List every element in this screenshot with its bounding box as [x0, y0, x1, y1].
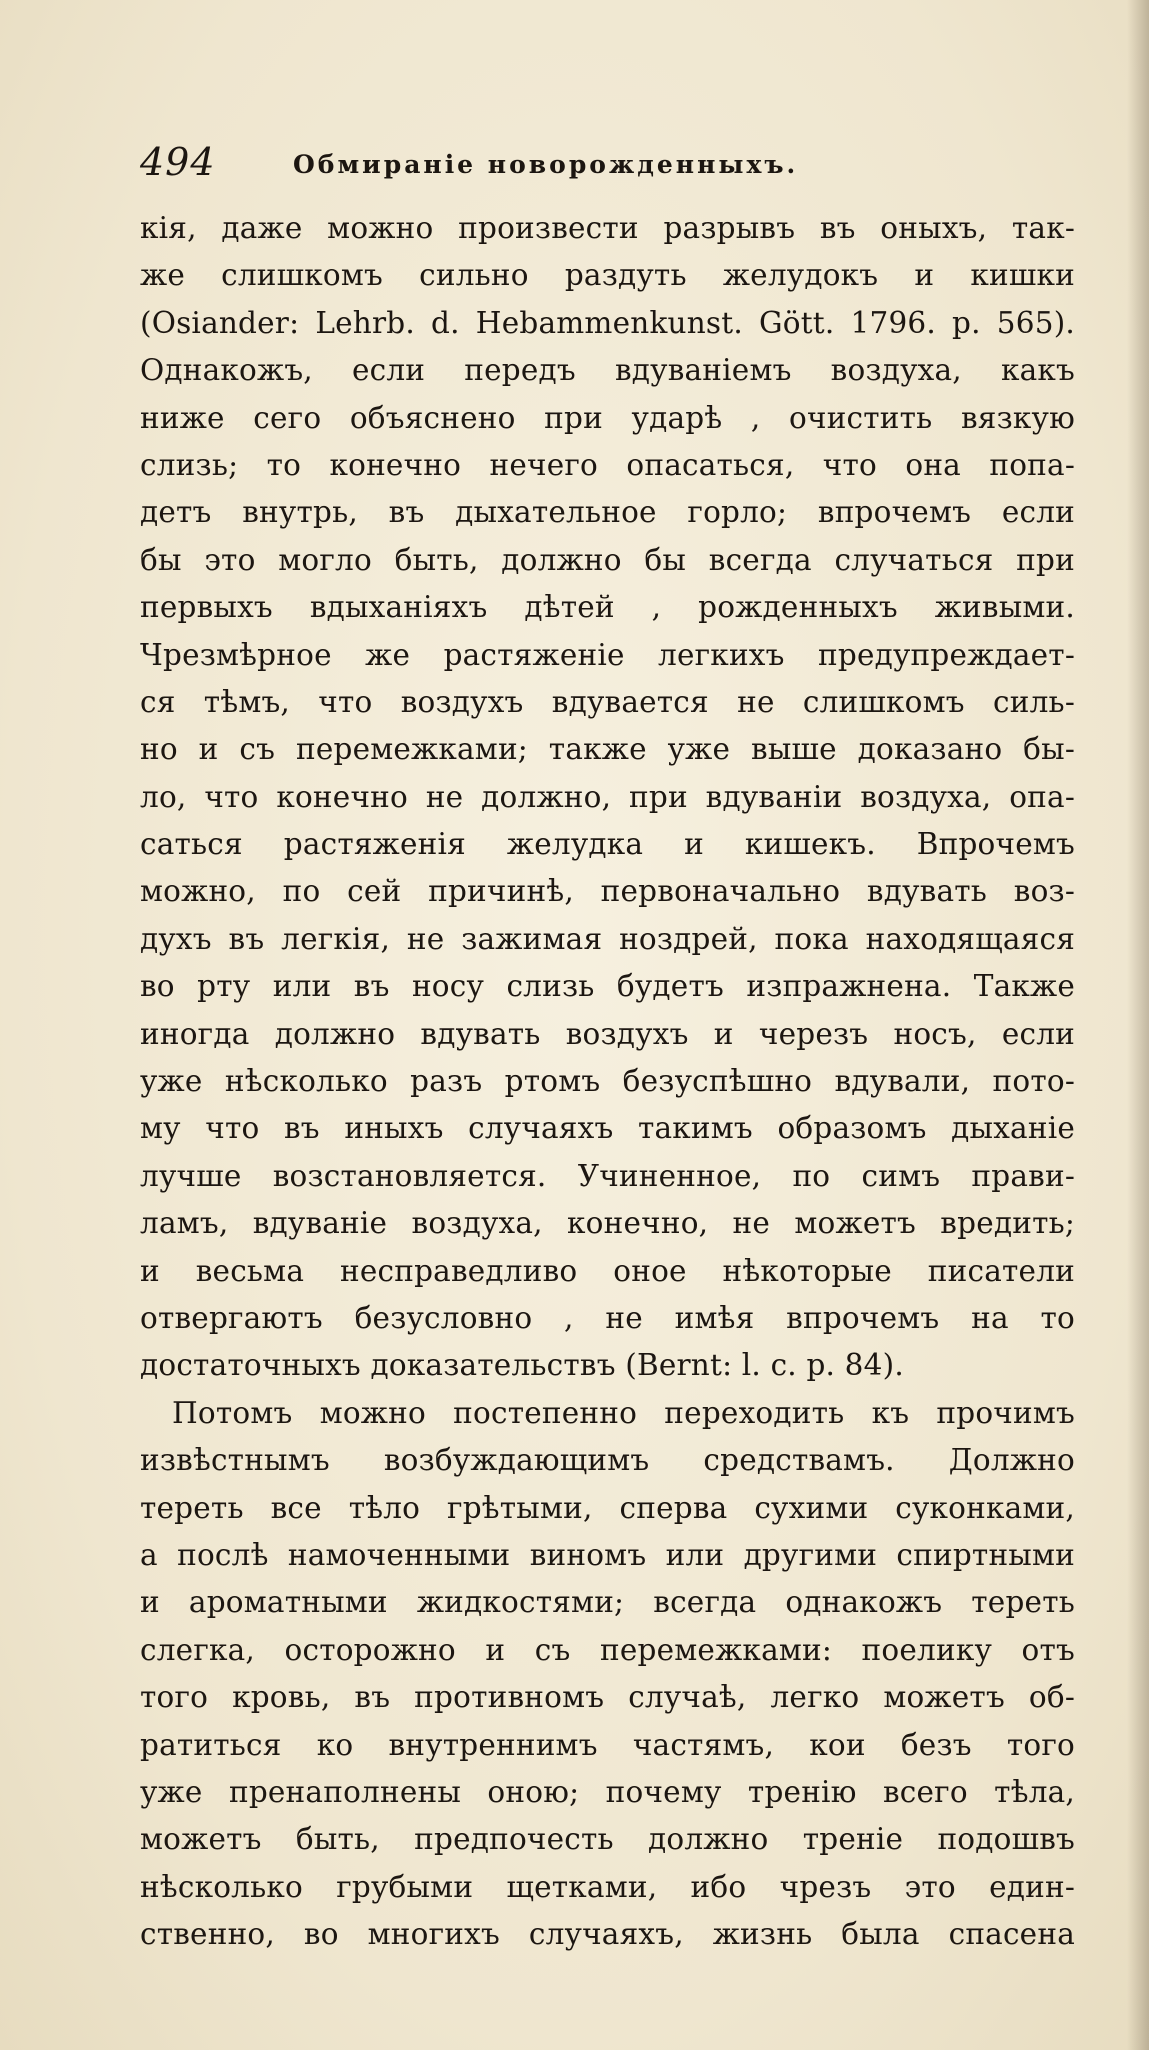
text-line: а послѣ намоченными виномъ или другими спиртными: [140, 1537, 1075, 1572]
page-edge-shadow: [1127, 0, 1149, 2050]
text-line: отвергаютъ безусловно , не имѣя впрочемъ на то: [140, 1300, 1075, 1335]
text-line: можетъ быть, предпочесть должно треніе подошвъ: [140, 1822, 1075, 1857]
text-line: (Osiander: Lehrb. d. Hebammenkunst. Gött. 1796. p. 565).: [140, 305, 1075, 340]
text-line: детъ внутрь, въ дыхательное горло; впрочемъ если: [140, 495, 1075, 530]
page-header: [140, 140, 920, 200]
body-text: [140, 205, 1075, 1958]
text-line: ламъ, вдуваніе воздуха, конечно, не можетъ вредить;: [140, 1206, 1075, 1241]
text-line: лучше возстановляется. Учиненное, по симъ прави-: [140, 1158, 1075, 1193]
text-line: и ароматными жидкостями; всегда однакожъ тереть: [140, 1585, 1075, 1620]
text-line-paragraph-start: Потомъ можно постепенно переходить къ прочимъ: [172, 1395, 1075, 1430]
text-line: во рту или въ носу слизь будетъ изпражнена. Также: [140, 969, 1075, 1004]
text-line: тереть все тѣло грѣтыми, сперва сухими суконками,: [140, 1490, 1075, 1525]
text-line: кія, даже можно произвести разрывъ въ оныхъ, так-: [140, 211, 1075, 245]
text-line: уже пренаполнены оною; почему тренію всего тѣла,: [140, 1774, 1075, 1809]
text-line: Однакожъ, если передъ вдуваніемъ воздуха, какъ: [140, 353, 1075, 388]
text-line: Чрезмѣрное же растяженіе легкихъ предупреждает-: [140, 637, 1075, 672]
text-line: слизь; то конечно нечего опасаться, что она попа-: [140, 447, 1075, 482]
text-line: ственно, во многихъ случаяхъ, жизнь была спасена: [140, 1917, 1075, 1952]
text-line: того кровь, въ противномъ случаѣ, легко можетъ об-: [140, 1680, 1075, 1715]
text-line: можно, по сей причинѣ, первоначально вдувать воз-: [140, 874, 1075, 909]
text-line: но и съ перемежками; также уже выше доказано бы-: [140, 732, 1075, 767]
running-title: Обмираніе новорожденныхъ.: [293, 150, 799, 179]
text-line: саться растяженія желудка и кишекъ. Впрочемъ: [140, 827, 1075, 862]
text-line: слегка, осторожно и съ перемежками: поелику отъ: [140, 1632, 1075, 1667]
text-line: нѣсколько грубыми щетками, ибо чрезъ это един-: [140, 1869, 1075, 1904]
text-line: ся тѣмъ, что воздухъ вдувается не слишкомъ силь-: [140, 684, 1075, 719]
text-line: духъ въ легкія, не зажимая ноздрей, пока находящаяся: [140, 921, 1075, 956]
text-line: ло, что конечно не должно, при вдуваніи воздуха, опа-: [140, 779, 1075, 814]
text-line: ратиться ко внутреннимъ частямъ, кои безъ того: [140, 1727, 1075, 1762]
text-line: ниже сего объяснено при ударѣ , очистить вязкую: [140, 400, 1075, 435]
page-number: 494: [140, 140, 216, 184]
text-line: первыхъ вдыханіяхъ дѣтей , рожденныхъ живыми.: [140, 590, 1075, 625]
text-line: бы это могло быть, должно бы всегда случаться при: [140, 542, 1075, 577]
text-line: иногда должно вдувать воздухъ и черезъ носъ, если: [140, 1016, 1075, 1051]
text-line: же слишкомъ сильно раздуть желудокъ и кишки: [140, 258, 1075, 293]
text-line: уже нѣсколько разъ ртомъ безуспѣшно вдували, пото-: [140, 1064, 1075, 1099]
text-line: му что въ иныхъ случаяхъ такимъ образомъ дыханіе: [140, 1111, 1075, 1146]
text-line: и весьма несправедливо оное нѣкоторые писатели: [140, 1253, 1075, 1288]
text-line: извѣстнымъ возбуждающимъ средствамъ. Должно: [140, 1443, 1075, 1478]
text-line-paragraph-end: достаточныхъ доказательствъ (Bernt: l. c. p. 84).: [140, 1348, 904, 1383]
